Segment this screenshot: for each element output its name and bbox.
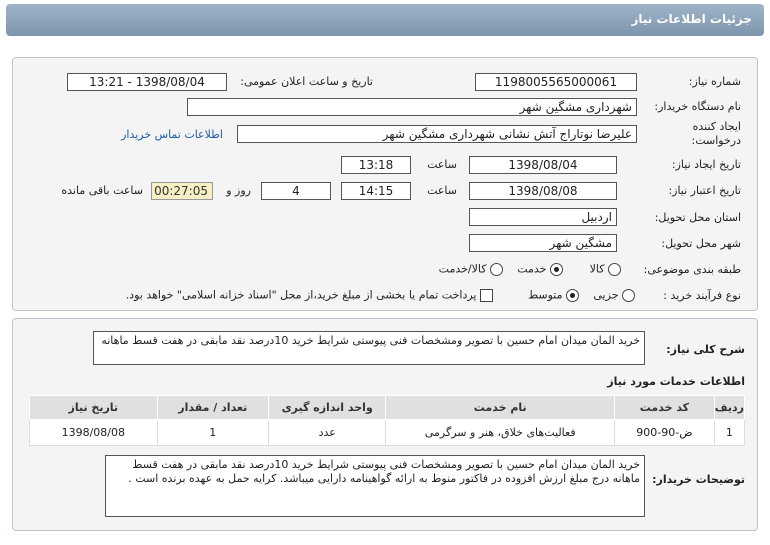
buyer-org-field: شهرداری مشگین شهر xyxy=(187,98,637,116)
col-service-name: نام خدمت xyxy=(386,396,615,420)
category-option-goods[interactable]: کالا xyxy=(590,262,621,276)
buyer-notes-field: خرید المان میدان امام حسین با تصویر ومشخصات فنی پیوستی شرایط خرید 10درصد نقد مابقی در هفت قسط ماهانه درج مبلغ ارزش افزوده در فاکتور منوط به ارائه گواهینامه دارایی میباشد. کرایه حمل به عهده برنده است . xyxy=(105,455,645,517)
remaining-time-field: 00:27:05 xyxy=(151,182,213,200)
services-title: اطلاعات خدمات مورد نیاز xyxy=(607,375,745,388)
create-time-field: 13:18 xyxy=(341,156,411,174)
days-label: روز و xyxy=(226,184,251,197)
cell-row: 1 xyxy=(714,420,744,446)
valid-date-field: 1398/08/08 xyxy=(469,182,617,200)
create-time-label: ساعت xyxy=(427,158,457,171)
radio-icon[interactable] xyxy=(622,289,635,302)
remaining-label: ساعت باقی مانده xyxy=(61,184,143,197)
page-header xyxy=(6,4,764,36)
valid-time-field: 14:15 xyxy=(341,182,411,200)
col-need-date: تاریخ نیاز xyxy=(30,396,158,420)
category-label: طبقه بندی موضوعی: xyxy=(643,263,741,276)
col-row: ردیف xyxy=(714,396,744,420)
announce-label: تاریخ و ساعت اعلان عمومی: xyxy=(240,75,373,88)
radio-icon[interactable] xyxy=(490,263,503,276)
radio-selected-icon[interactable] xyxy=(550,263,563,276)
process-label: نوع فرآیند خرید : xyxy=(663,289,741,302)
need-number-field: 1198005565000061 xyxy=(475,73,637,91)
valid-time-label: ساعت xyxy=(427,184,457,197)
buyer-org-label: نام دستگاه خریدار: xyxy=(654,100,741,113)
radio-icon[interactable] xyxy=(608,263,621,276)
create-date-label: تاریخ ایجاد نیاز: xyxy=(671,158,741,171)
category-option-goods-service[interactable]: کالا/خدمت xyxy=(439,262,503,276)
city-label: شهر محل تحویل: xyxy=(661,237,741,250)
description-label: شرح کلی نیاز: xyxy=(666,343,745,356)
col-service-code: کد خدمت xyxy=(615,396,715,420)
process-option-medium[interactable]: متوسط xyxy=(528,288,579,302)
cell-service-name: فعالیت‌های خلاق، هنر و سرگرمی xyxy=(386,420,615,446)
col-unit: واحد اندازه گیری xyxy=(269,396,386,420)
need-details-panel xyxy=(12,318,758,531)
city-field: مشگین شهر xyxy=(469,234,617,252)
announce-field: 1398/08/04 - 13:21 xyxy=(67,73,227,91)
process-option-minor[interactable]: جزیی xyxy=(593,288,635,302)
need-info-panel xyxy=(12,57,758,311)
page-title: جزئیات اطلاعات نیاز xyxy=(631,12,752,26)
days-field: 4 xyxy=(261,182,331,200)
cell-unit: عدد xyxy=(269,420,386,446)
need-number-label: شماره نیاز: xyxy=(688,75,741,88)
table-header-row xyxy=(30,396,745,420)
buyer-contact-link[interactable]: اطلاعات تماس خریدار xyxy=(121,128,223,141)
creator-label: ایجاد کننده درخواست: xyxy=(691,120,741,147)
cell-need-date: 1398/08/08 xyxy=(30,420,158,446)
treasury-payment-option[interactable]: پرداخت تمام یا بخشی از مبلغ خرید،از محل "اسناد خزانه اسلامی" خواهد بود. xyxy=(126,288,493,302)
description-field: خرید المان میدان امام حسین با تصویر ومشخصات فنی پیوستی شرایط خرید 10درصد نقد مابقی در هفت قسط ماهانه xyxy=(93,331,645,365)
category-option-service[interactable]: خدمت xyxy=(517,262,563,276)
table-row xyxy=(30,420,745,446)
col-quantity: تعداد / مقدار xyxy=(157,396,268,420)
cell-quantity: 1 xyxy=(157,420,268,446)
services-table xyxy=(29,395,745,446)
radio-selected-icon[interactable] xyxy=(566,289,579,302)
buyer-notes-label: توضیحات خریدار: xyxy=(652,473,745,486)
province-label: استان محل تحویل: xyxy=(654,211,741,224)
creator-field: علیرضا نوتاراج آتش نشانی شهرداری مشگین شهر xyxy=(237,125,637,143)
province-field: اردبیل xyxy=(469,208,617,226)
cell-service-code: ض-90-900 xyxy=(615,420,715,446)
checkbox-icon[interactable] xyxy=(480,289,493,302)
create-date-field: 1398/08/04 xyxy=(469,156,617,174)
valid-date-label: تاریخ اعتبار نیاز: xyxy=(668,184,741,197)
